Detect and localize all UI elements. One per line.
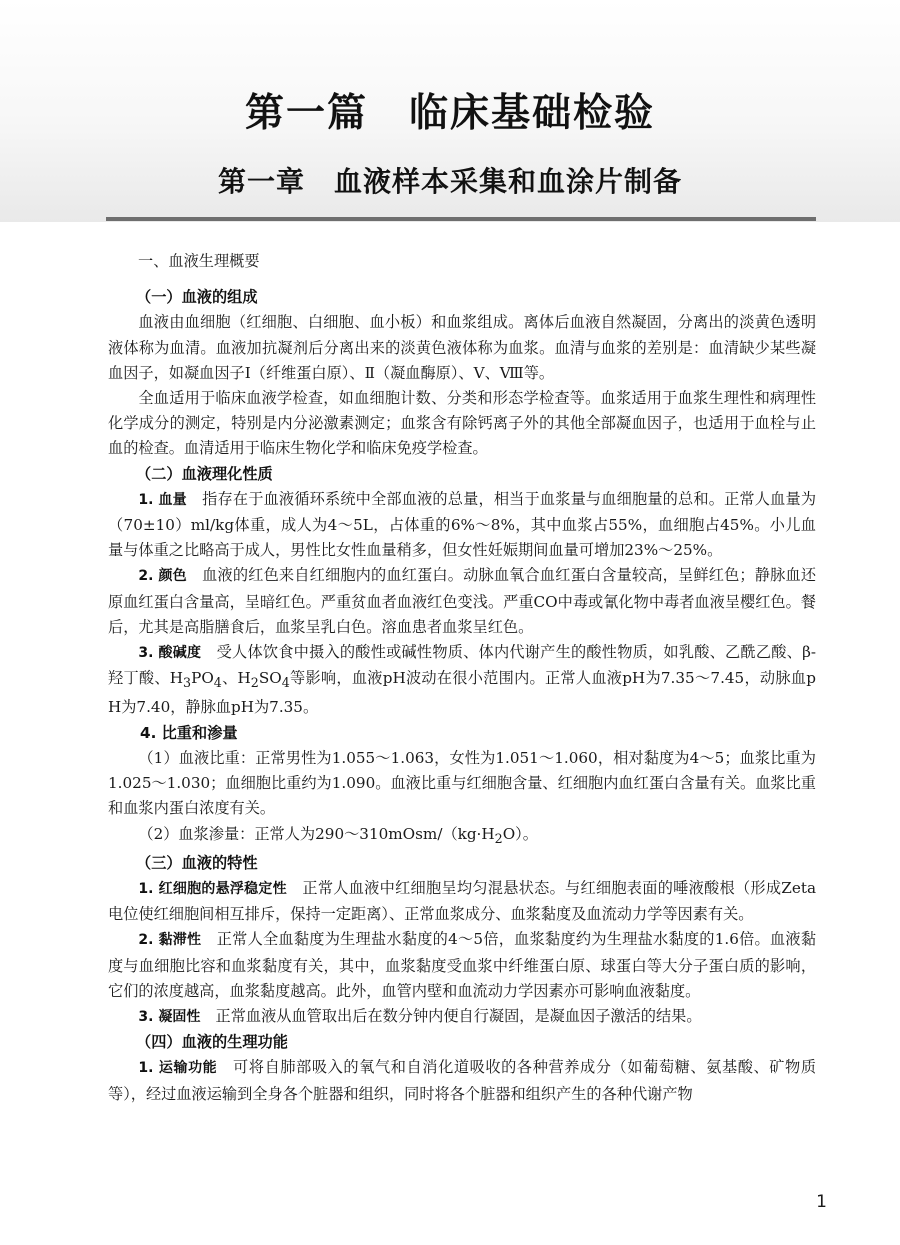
term-text: 受人体饮食中摄入的酸性或碱性物质、体内代谢产生的酸性物质，如乳酸、乙酰乙酸、β-羟丁酸、H — [108, 643, 817, 688]
term-text: 、H — [221, 669, 251, 688]
page-number: 1 — [816, 1192, 827, 1212]
term-text: 正常人全血黏度为生理盐水黏度的4～5倍，血浆黏度约为生理盐水黏度的1.6倍。血液黏度与血细胞比容和血浆黏度有关，其中，血浆黏度受血浆中纤维蛋白原、球蛋白等大分子蛋白质的影响，它们的浓度越高，血浆黏度越高。此外，血管内壁和血流动力学因素亦可影响血液黏度。 — [108, 930, 817, 1000]
paragraph — [108, 876, 816, 927]
paragraph — [108, 640, 816, 721]
subscript: 2 — [494, 830, 503, 846]
subscript: 4 — [281, 675, 290, 691]
term-text: 等影响，血液pH波动在很小范围内。正常人血液pH为7.35～7.45，动脉血pH为7.40，静脉血pH为7.35。 — [108, 669, 816, 717]
term-text: PO — [191, 669, 214, 688]
term-text: 血液的红色来自红细胞内的血红蛋白。动脉血氧合血红蛋白含量较高，呈鲜红色；静脉血还原血红蛋白含量高，呈暗红色。严重贫血者血液红色变浅。严重CO中毒或氰化物中毒者血液呈樱红色。餐后，尤其是高脂膳食后，血浆呈乳白色。溶血患者血浆呈红色。 — [108, 566, 817, 636]
subsection-heading-functions: （四）血液的生理功能 — [136, 1033, 288, 1052]
paragraph — [108, 927, 816, 1004]
term-text: 指存在于血液循环系统中全部血液的总量，相当于血浆量与血细胞量的总和。正常人血量为（70±10）ml/kg体重，成人为4～5L，占体重的6%～8%，其中血浆占55%，血细胞占45%。小儿血量与体重之比略高于成人，男性比女性血量稍多，但女性妊娠期间血量可增加23%～25%。 — [108, 489, 817, 560]
subscript: 3 — [183, 675, 192, 691]
paragraph — [108, 487, 816, 564]
term-coagulability: 3. 凝固性 — [138, 1008, 201, 1025]
term-text: 正常血液从血管取出后在数分钟内便自行凝固，是凝血因子激活的结果。 — [215, 1006, 702, 1025]
subsection-heading-characteristics: （三）血液的特性 — [136, 853, 258, 872]
subsection-heading-composition: （一）血液的组成 — [136, 288, 258, 307]
part-title: 第一篇 临床基础检验 — [244, 91, 655, 136]
item-heading-gravity: 4. 比重和渗量 — [140, 723, 238, 742]
term-transport: 1. 运输功能 — [138, 1060, 218, 1077]
term-text: SO — [258, 669, 282, 688]
paragraph — [108, 1055, 816, 1106]
paragraph: （1）血液比重：正常男性为1.055～1.063，女性为1.051～1.060，相对黏度为4～5；血浆比重为1.025～1.030；血细胞比重约为1.090。血液比重与红细胞含量、红细胞内血红蛋白含量有关。血浆比重和血浆内蛋白浓度有关。 — [108, 748, 816, 818]
header-rule — [106, 217, 816, 221]
term-text: （2）血浆渗量：正常人为290～310mOsm/（kg·H — [138, 824, 495, 843]
term-text: 可将自肺部吸入的氧气和自消化道吸收的各种营养成分（如葡萄糖、氨基酸、矿物质等），经过血液运输到全身各个脏器和组织，同时将各个脏器和组织产生的各种代谢产物 — [108, 1058, 817, 1103]
paragraph: 血液由血细胞（红细胞、白细胞、血小板）和血浆组成。离体后血液自然凝固，分离出的淡黄色透明液体称为血清。血液加抗凝剂后分离出来的淡黄色液体称为血浆。血清与血浆的差别是：血清缺少某些凝血因子，如凝血因子Ⅰ（纤维蛋白原）、Ⅱ（凝血酶原）、Ⅴ、Ⅷ等。 — [108, 313, 816, 382]
body-text — [108, 249, 816, 1107]
paragraph — [108, 563, 816, 640]
term-text: 正常人血液中红细胞呈均匀混悬状态。与红细胞表面的唾液酸根（形成Zeta电位使红细胞间相互排斥，保持一定距离）、正常血浆成分、血浆黏度及血流动力学等因素有关。 — [108, 878, 816, 924]
term-color: 2. 颜色 — [138, 568, 187, 585]
paragraph — [108, 822, 816, 851]
section-heading: 一、血液生理概要 — [138, 252, 260, 270]
subscript: 4 — [213, 675, 222, 691]
paragraph — [108, 1004, 816, 1030]
term-ph: 3. 酸碱度 — [138, 645, 202, 662]
term-blood-volume: 1. 血量 — [138, 491, 187, 508]
subsection-heading-properties: （二）血液理化性质 — [136, 464, 273, 483]
subscript: 2 — [250, 675, 259, 691]
chapter-title: 第一章 血液样本采集和血涂片制备 — [217, 165, 682, 198]
term-suspension-stability: 1. 红细胞的悬浮稳定性 — [138, 880, 287, 897]
paragraph: 全血适用于临床血液学检查，如血细胞计数、分类和形态学检查等。血浆适用于血浆生理性和病理性化学成分的测定，特别是内分泌激素测定；血浆含有除钙离子外的其他全部凝血因子，也适用于血栓与止血的检查。血清适用于临床生物化学和临床免疫学检查。 — [108, 389, 816, 458]
term-text: O）。 — [502, 824, 538, 843]
term-viscosity: 2. 黏滞性 — [138, 932, 202, 949]
